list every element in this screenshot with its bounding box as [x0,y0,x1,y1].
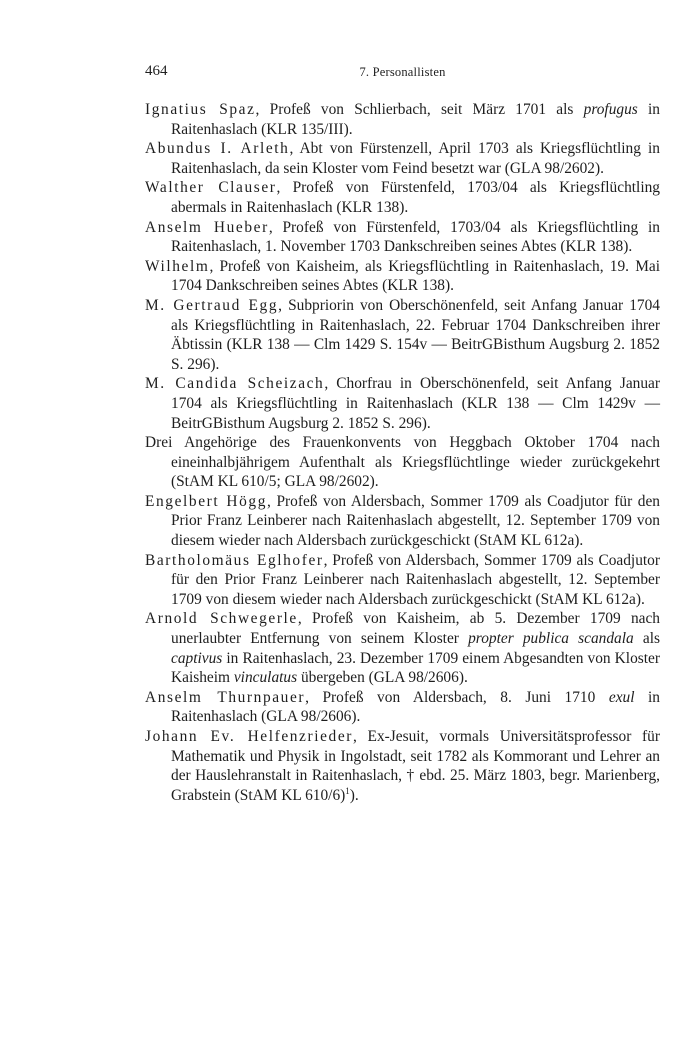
entry-text: in Raitenhaslach (GLA 98/2606). [171,688,660,726]
entry-name: Bartholomäus Eglhofer [145,551,324,569]
entry-text: , Profeß von Schlierbach, seit März 1701 als [255,101,584,118]
page-header [145,63,660,85]
entry-name: Anselm Hueber [145,218,269,236]
entry-text: , Profeß von Kaisheim, ab 5. Dezember 1709 nach unerlaubter Entfernung von seinem Kloster [171,610,660,648]
list-entry [145,727,660,805]
list-entry [145,374,660,433]
entry-text: , Profeß von Kaisheim, als Kriegsflüchtling in Raitenhaslach, 19. Mai 1704 Dankschreiben seines Abtes (KLR 138). [171,257,660,295]
page-number: 464 [145,63,168,79]
entry-text: , Chorfrau in Oberschönenfeld, seit Anfang Januar 1704 als Kriegsflüchtling in Raitenhaslach (KLR 138 — Clm 1429v — BeitrGBisthum Augsburg 2. 1852 S. 296). [171,375,660,432]
latin-term: vinculatus [233,669,298,687]
latin-term: propter publica scandala [468,630,634,648]
entry-text: , Abt von Fürstenzell, April 1703 als Kriegsflüchtling in Raitenhaslach, da sein Kloster vom Feind besetzt war (GLA 98/2602). [171,140,661,177]
entry-name: M. Gertraud Egg [145,296,279,314]
list-entry [145,433,660,492]
list-entry [145,492,660,551]
entry-name: Engelbert Högg [145,492,268,510]
entry-name: Abundus I. Arleth [145,140,290,158]
list-entry [145,257,660,296]
entry-text: in Raitenhaslach (KLR 135/III). [171,101,661,138]
entry-name: Johann Ev. Helfenzrieder [145,728,353,745]
entry-name: Arnold Schwegerle [145,610,298,628]
entry-text: , Subpriorin von Oberschönenfeld, seit Anfang Januar 1704 als Kriegsflüchtling in Raitenhaslach, 22. Februar 1704 Dankschreiben ihrer Äbtissin (KLR 138 — Clm 1429 S. 154v — BeitrGBisthum Augsburg 2. 1852 S. 296). [171,296,660,373]
entry-text: in Raitenhaslach, 23. Dezember 1709 einem Abgesandten von Kloster Kaisheim [171,649,660,687]
entry-text: , Profeß von Fürstenfeld, 1703/04 als Kriegsflüchtling in Raitenhaslach, 1. November 1703 Dankschreiben seines Abtes (KLR 138). [171,218,660,256]
entry-text: ). [349,786,359,804]
latin-term: exul [608,688,635,706]
entry-text: , Profeß von Aldersbach, Sommer 1709 als Coadjutor für den Prior Franz Leinberer nach Raitenhaslach abgestellt, 12. September 1709 von diesem wieder nach Aldersbach zurückgeschickt (StAM KL 612a). [171,551,661,608]
latin-term: captivus [171,649,223,667]
entry-text: , Profeß von Aldersbach, Sommer 1709 als Coadjutor für den Prior Franz Leinberer nach Raitenhaslach abgestellt, 12. September 1709 von diesem wieder nach Aldersbach zurückgeschickt (StAM KL 612a). [171,492,660,550]
list-entry [145,139,660,178]
list-entry [145,178,660,217]
list-entry [145,609,660,687]
list-entry [145,218,660,257]
entry-text: , Profeß von Aldersbach, 8. Juni 1710 [305,688,609,706]
list-entry [145,551,660,610]
entry-name: Ignatius Spaz [145,101,256,118]
entry-text: , Ex-Jesuit, vormals Universitätsprofessor für Mathematik und Physik in Ingolstadt, seit 1782 als Kommorant und Lehrer an der Hauslehranstalt in Raitenhaslach, † ebd. 25. März 1803, begr. Marienberg, Grabstein (StAM KL 610/6) [171,728,661,804]
entry-name: Walther Clauser [145,179,277,197]
entry-text: als [633,630,660,648]
entry-name: Anselm Thurnpauer [145,688,306,706]
entry-text: Drei Angehörige des Frauenkonvents von Heggbach Oktober 1704 nach eineinhalbjährigem Aufenthalt als Kriegsflüchtlinge wieder zurückgekehrt (StAM KL 610/5; GLA 98/2602). [145,434,660,491]
list-entry [145,688,660,727]
list-entry [145,296,660,374]
entry-name: Wilhelm [145,257,210,275]
list-entry [145,100,660,139]
running-head: 7. Personallisten [359,65,446,79]
personnel-list [145,100,660,805]
footnote-marker: 1 [345,785,350,796]
latin-term: profugus [583,101,638,118]
entry-text: übergeben (GLA 98/2606). [297,669,468,687]
entry-name: M. Candida Scheizach [145,375,325,393]
entry-text: , Profeß von Fürstenfeld, 1703/04 als Kriegsflüchtling abermals in Raitenhaslach (KLR 138). [171,179,660,216]
